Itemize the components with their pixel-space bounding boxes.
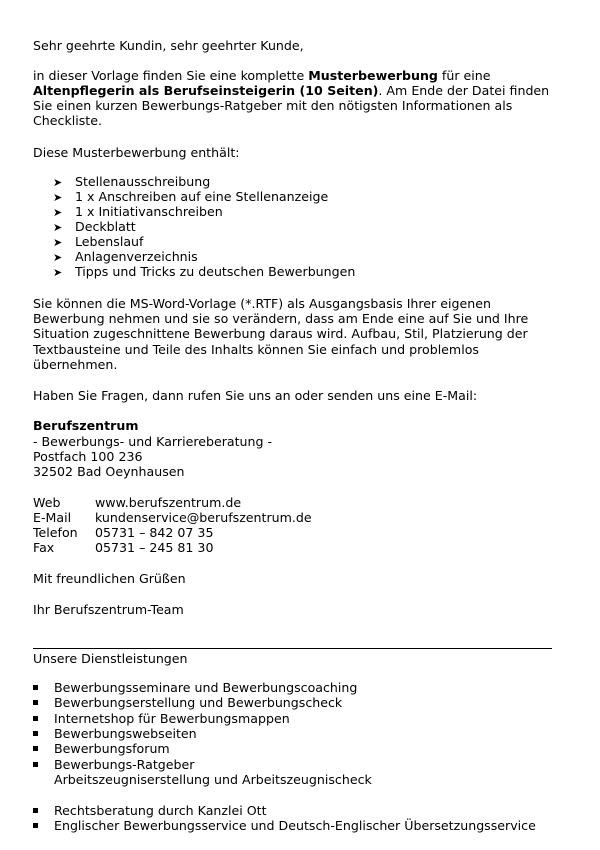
contact-email-link[interactable]: kundenservice@berufszentrum.de (95, 510, 312, 525)
intro-bold-musterbewerbung: Musterbewerbung (308, 68, 438, 83)
intro-line-4: Checkliste. (33, 113, 102, 128)
arrow-bullet-icon: ➤ (53, 221, 63, 234)
address-city: 32502 Bad Oeynhausen (33, 464, 185, 479)
square-bullet-icon (33, 731, 38, 736)
company-subtitle: - Bewerbungs- und Karriereberatung - (33, 434, 273, 449)
service-item: Bewerbungserstellung und Bewerbungscheck (54, 695, 343, 710)
list-item: 1 x Anschreiben auf eine Stellenanzeige (75, 189, 329, 204)
intro-line-1 (33, 68, 491, 83)
closing: Mit freundlichen Grüßen (33, 571, 186, 586)
list-item: Deckblatt (75, 219, 136, 234)
service-item: Bewerbungs-Ratgeber (54, 757, 195, 772)
list-item: 1 x Initiativanschreiben (75, 204, 223, 219)
square-bullet-icon (33, 716, 38, 721)
contact-fax: 05731 – 245 81 30 (95, 540, 214, 555)
arrow-bullet-icon: ➤ (53, 191, 63, 204)
contact-label-web: Web (33, 495, 61, 510)
signature: Ihr Berufszentrum-Team (33, 602, 184, 617)
service-item: Bewerbungsforum (54, 741, 170, 756)
service-item: Englischer Bewerbungsservice und Deutsch-Englischer Übersetzungsservice (54, 818, 536, 833)
service-item: Rechtsberatung durch Kanzlei Ott (54, 803, 267, 818)
arrow-bullet-icon: ➤ (53, 251, 63, 264)
service-item: Bewerbungsseminare und Bewerbungscoaching (54, 680, 358, 695)
usage-line-2: Bewerbung nehmen und sie so verändern, dass am Ende eine auf Sie und Ihre (33, 311, 529, 326)
intro-text: in dieser Vorlage finden Sie eine komplette (33, 68, 309, 83)
usage-line-1: Sie können die MS-Word-Vorlage (*.RTF) als Ausgangsbasis Ihrer eigenen (33, 296, 491, 311)
usage-line-5: übernehmen. (33, 357, 118, 372)
usage-line-3: Situation zugeschnittene Bewerbung daraus wird. Aufbau, Stil, Platzierung der (33, 326, 528, 341)
contact-phone: 05731 – 842 07 35 (95, 525, 214, 540)
square-bullet-icon (33, 823, 38, 828)
salutation: Sehr geehrte Kundin, sehr geehrter Kunde, (33, 38, 304, 53)
list-item: Stellenausschreibung (75, 174, 211, 189)
square-bullet-icon (33, 762, 38, 767)
intro-line-3: Sie einen kurzen Bewerbungs-Ratgeber mit den nötigsten Informationen als (33, 98, 513, 113)
intro-line-2 (33, 83, 549, 98)
contact-label-email: E-Mail (33, 510, 72, 525)
intro-text: für eine (437, 68, 491, 83)
usage-line-4: Textbausteine und Teile des Inhalts können Sie einfach und problemlos (33, 342, 479, 357)
contact-web-link[interactable]: www.berufszentrum.de (95, 495, 242, 510)
arrow-bullet-icon: ➤ (53, 206, 63, 219)
questions-line: Haben Sie Fragen, dann rufen Sie uns an oder senden uns eine E-Mail: (33, 388, 478, 403)
services-heading: Unsere Dienstleistungen (33, 651, 188, 666)
contact-label-fax: Fax (33, 540, 55, 555)
square-bullet-icon (33, 685, 38, 690)
company-name-bold: Berufszentrum (33, 418, 139, 433)
address-postbox: Postfach 100 236 (33, 449, 143, 464)
square-bullet-icon (33, 808, 38, 813)
contents-heading: Diese Musterbewerbung enthält: (33, 145, 240, 160)
arrow-bullet-icon: ➤ (53, 236, 63, 249)
company-name (33, 418, 138, 433)
service-item: Bewerbungswebseiten (54, 726, 197, 741)
square-bullet-icon (33, 746, 38, 751)
list-item: Tipps und Tricks zu deutschen Bewerbungen (75, 264, 356, 279)
list-item: Anlagenverzeichnis (75, 249, 198, 264)
list-item: Lebenslauf (75, 234, 144, 249)
square-bullet-icon (33, 700, 38, 705)
arrow-bullet-icon: ➤ (53, 176, 63, 189)
arrow-bullet-icon: ➤ (53, 266, 63, 279)
contact-label-phone: Telefon (33, 525, 78, 540)
intro-bold-job: Altenpflegerin als Berufseinsteigerin (10 Seiten) (33, 83, 379, 98)
intro-text: . Am Ende der Datei finden (378, 83, 550, 98)
service-item: Internetshop für Bewerbungsmappen (54, 711, 290, 726)
service-item-continuation: Arbeitszeugniserstellung und Arbeitszeugnischeck (54, 772, 372, 787)
divider (33, 648, 552, 649)
